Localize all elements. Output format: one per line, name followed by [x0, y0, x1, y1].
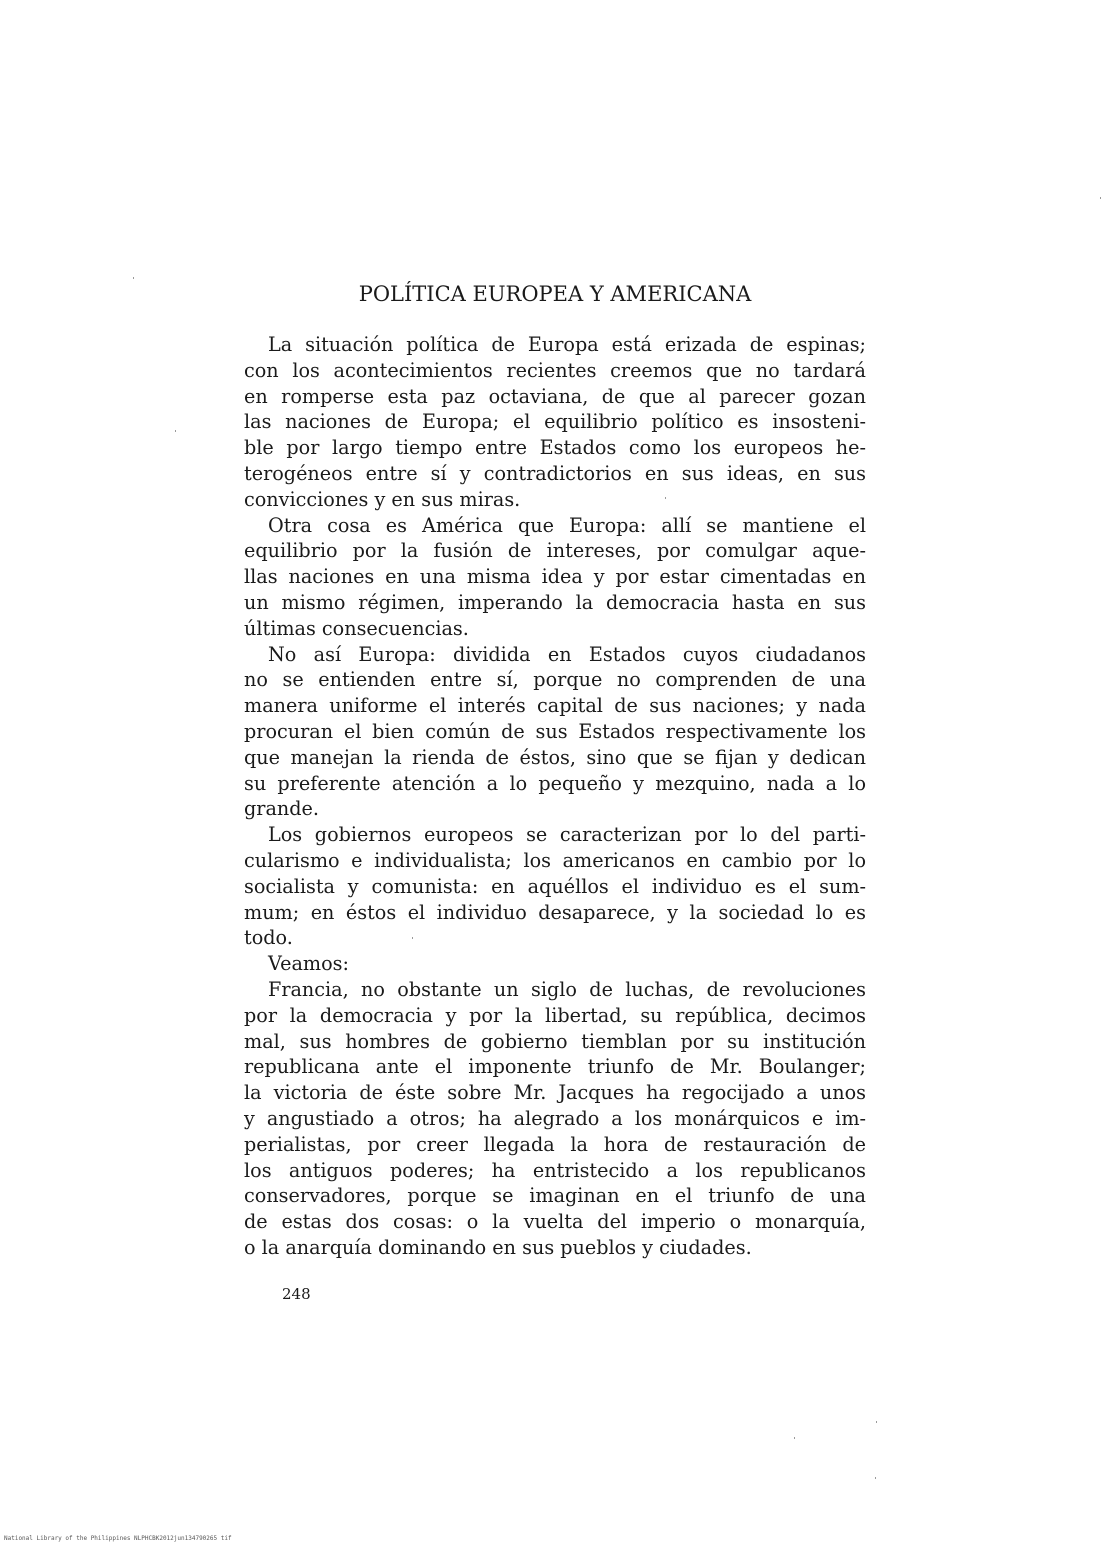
text-line: un mismo régimen, imperando la democracia hasta en sus — [244, 590, 866, 614]
text-line: terogéneos entre sí y contradictorios en sus ideas, en sus — [244, 461, 866, 485]
scan-speck — [794, 1437, 795, 1439]
paragraph-5 — [244, 951, 866, 977]
text-line: Francia, no obstante un siglo de luchas, de revoluciones — [268, 977, 866, 1001]
page-number: 248 — [282, 1285, 311, 1303]
text-line: todo. — [244, 926, 293, 950]
text-line: mal, sus hombres de gobierno tiemblan por su institución — [244, 1029, 866, 1053]
text-line: conservadores, porque se imaginan en el triunfo de una — [244, 1184, 866, 1208]
text-line: convicciones y en sus miras. — [244, 487, 521, 511]
text-line: No así Europa: dividida en Estados cuyos ciudadanos — [268, 642, 866, 666]
text-line: y angustiado a otros; ha alegrado a los monárquicos e im- — [244, 1106, 866, 1130]
text-line: o la anarquía dominando en sus pueblos y ciudades. — [244, 1235, 752, 1259]
scan-speck — [133, 277, 134, 279]
text-line: Los gobiernos europeos se caracterizan por lo del parti- — [268, 823, 866, 847]
text-line: en romperse esta paz octaviana, de que al parecer gozan — [244, 384, 866, 408]
scan-speck — [665, 497, 666, 499]
text-line: llas naciones en una misma idea y por estar cimentadas en — [244, 565, 866, 589]
body-text — [244, 332, 866, 1261]
paragraph-3 — [244, 642, 866, 823]
text-line: mum; en éstos el individuo desaparece, y la sociedad lo es — [244, 900, 866, 924]
text-line: cularismo e individualista; los americanos en cambio por lo — [244, 848, 866, 872]
scan-speck — [876, 1421, 877, 1423]
text-line: La situación política de Europa está erizada de espinas; — [268, 333, 866, 356]
text-line: socialista y comunista: en aquéllos el individuo es el sum- — [244, 874, 866, 898]
text-line: ble por largo tiempo entre Estados como los europeos he- — [244, 436, 866, 460]
scan-speck — [412, 937, 413, 939]
scan-speck — [1100, 197, 1101, 199]
text-line: últimas consecuencias. — [244, 616, 469, 640]
text-line: su preferente atención a lo pequeño y mezquino, nada a lo — [244, 771, 866, 795]
text-line: las naciones de Europa; el equilibrio político es insosteni- — [244, 410, 866, 434]
text-line: manera uniforme el interés capital de sus naciones; y nada — [244, 694, 866, 718]
text-line: Otra cosa es América que Europa: allí se mantiene el — [268, 513, 866, 537]
text-line: republicana ante el imponente triunfo de Mr. Boulanger; — [244, 1055, 866, 1079]
text-line: de estas dos cosas: o la vuelta del imperio o monarquía, — [244, 1210, 866, 1234]
scan-speck — [875, 1477, 876, 1479]
page-title: POLÍTICA EUROPEA Y AMERICANA — [358, 282, 752, 306]
text-line: equilibrio por la fusión de intereses, por comulgar aque- — [244, 539, 866, 563]
scan-speck — [175, 430, 176, 432]
text-line: procuran el bien común de sus Estados respectivamente los — [244, 719, 866, 743]
text-line: la victoria de éste sobre Mr. Jacques ha regocijado a unos — [244, 1081, 866, 1105]
paragraph-2 — [244, 513, 866, 642]
scan-footer-note: National Library of the Philippines NLPHCBK2012jun134790265 tif — [4, 1535, 232, 1542]
text-line: con los acontecimientos recientes creemos que no tardará — [244, 358, 866, 382]
text-line: perialistas, por creer llegada la hora de restauración de — [244, 1132, 866, 1156]
paragraph-6 — [244, 977, 866, 1261]
text-line: no se entienden entre sí, porque no comprenden de una — [244, 668, 866, 692]
text-line: grande. — [244, 797, 319, 821]
paragraph-4 — [244, 822, 866, 951]
text-line: por la democracia y por la libertad, su república, decimos — [244, 1003, 866, 1027]
text-line: los antiguos poderes; ha entristecido a los republicanos — [244, 1158, 866, 1182]
text-line: que manejan la rienda de éstos, sino que se fijan y dedican — [244, 745, 866, 769]
paragraph-1 — [244, 332, 866, 513]
text-line: Veamos: — [268, 952, 349, 976]
